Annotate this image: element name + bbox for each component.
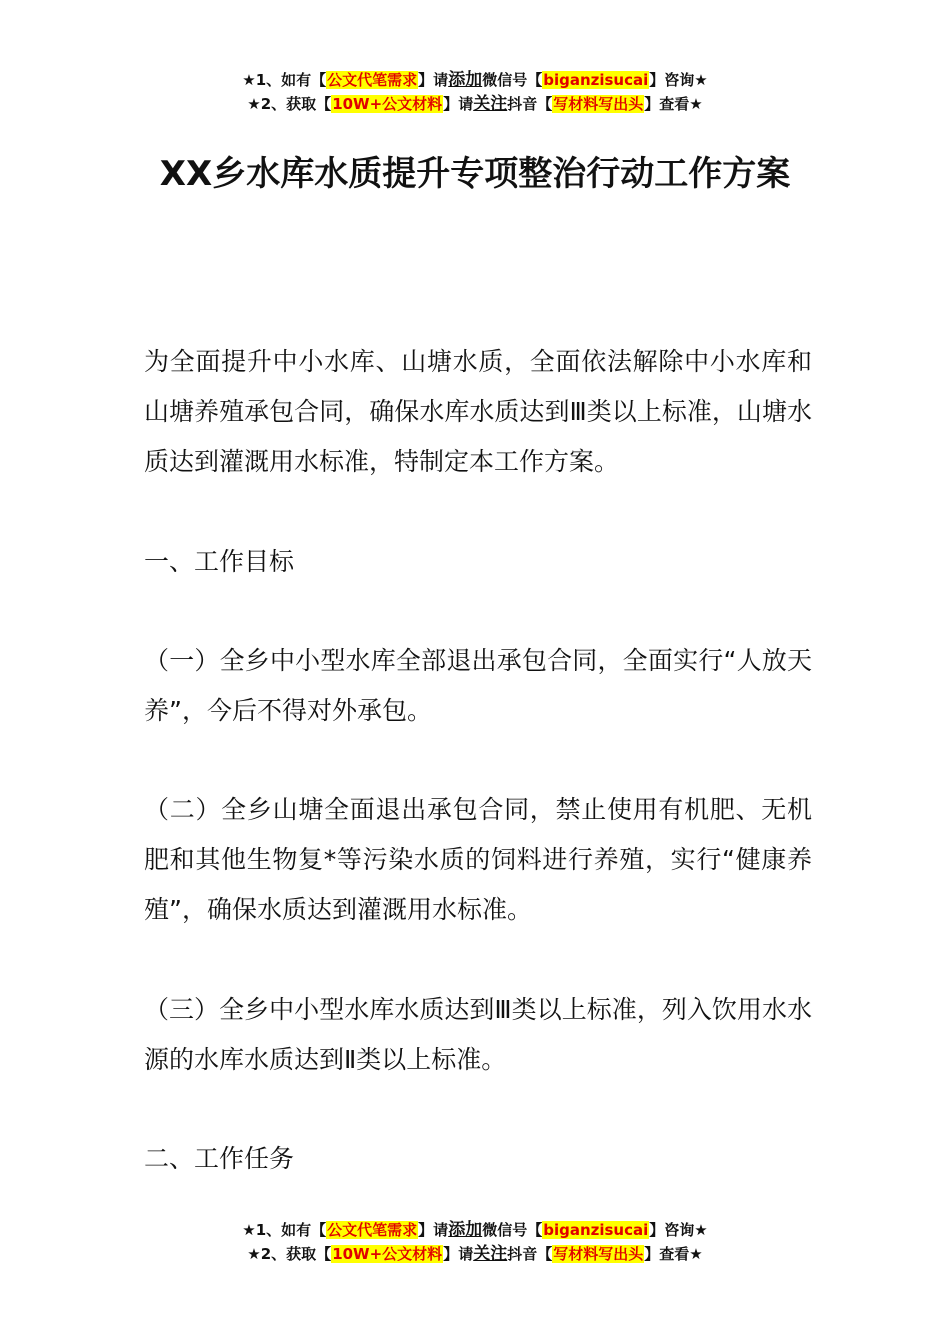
promo-line-2-suffix: 】查看★ (644, 95, 703, 113)
promo-line-1-prefix: ★1、如有【 (242, 1221, 327, 1239)
promo-emphasis-add: 添加 (448, 1220, 483, 1240)
section-heading-tasks: 二、工作任务 (144, 1144, 295, 1173)
promo-emphasis-follow: 关注 (473, 94, 508, 114)
promo-highlight-materials: 10W+公文材料 (332, 95, 443, 113)
promo-emphasis-follow: 关注 (473, 1244, 508, 1264)
intro-paragraph: 为全面提升中小水库、山塘水质，全面依法解除中小水库和山塘养殖承包合同，确保水库水质达到Ⅲ类以上标准，山塘水质达到灌溉用水标准，特制定本工作方案。 (144, 347, 812, 476)
promo-line-1-mid2: 微信号【 (482, 71, 543, 89)
promo-emphasis-add: 添加 (448, 70, 483, 90)
promo-line-1 (0, 1218, 950, 1242)
promo-line-1-mid2: 微信号【 (482, 1221, 543, 1239)
promo-highlight-materials: 10W+公文材料 (332, 1245, 443, 1263)
promo-line-2-prefix: ★2、获取【 (247, 95, 332, 113)
promo-line-1-prefix: ★1、如有【 (242, 71, 327, 89)
goal-item-2: （二）全乡山塘全面退出承包合同，禁止使用有机肥、无机肥和其他生物复*等污染水质的饲料进行养殖，实行“健康养殖”，确保水质达到灌溉用水标准。 (144, 795, 812, 924)
promo-line-1-mid: 】请 (418, 71, 449, 89)
document-title: XX乡水库水质提升专项整治行动工作方案 (159, 154, 791, 194)
promo-line-2-mid2: 抖音【 (507, 95, 553, 113)
promo-line-2-mid2: 抖音【 (507, 1245, 553, 1263)
promo-header (0, 68, 950, 116)
promo-highlight-douyin-account: 写材料写出头 (553, 95, 644, 113)
promo-highlight-wechat-id: biganzisucai (543, 1221, 649, 1239)
promo-line-1 (0, 68, 950, 92)
promo-line-2-suffix: 】查看★ (644, 1245, 703, 1263)
promo-highlight-ghostwriting: 公文代笔需求 (327, 71, 418, 89)
goal-item-3: （三）全乡中小型水库水质达到Ⅲ类以上标准，列入饮用水水源的水库水质达到Ⅱ类以上标准。 (144, 995, 812, 1074)
goal-item-1: （一）全乡中小型水库全部退出承包合同，全面实行“人放天养”，今后不得对外承包。 (144, 646, 812, 725)
promo-line-2-mid: 】请 (443, 95, 474, 113)
promo-line-1-mid: 】请 (418, 1221, 449, 1239)
promo-line-1-suffix: 】咨询★ (649, 1221, 708, 1239)
promo-line-2 (0, 92, 950, 116)
promo-line-2-mid: 】请 (443, 1245, 474, 1263)
promo-highlight-douyin-account: 写材料写出头 (553, 1245, 644, 1263)
promo-footer (0, 1218, 950, 1266)
promo-highlight-ghostwriting: 公文代笔需求 (327, 1221, 418, 1239)
promo-line-1-suffix: 】咨询★ (649, 71, 708, 89)
promo-highlight-wechat-id: biganzisucai (543, 71, 649, 89)
section-heading-goals: 一、工作目标 (144, 547, 295, 576)
promo-line-2 (0, 1242, 950, 1266)
promo-line-2-prefix: ★2、获取【 (247, 1245, 332, 1263)
